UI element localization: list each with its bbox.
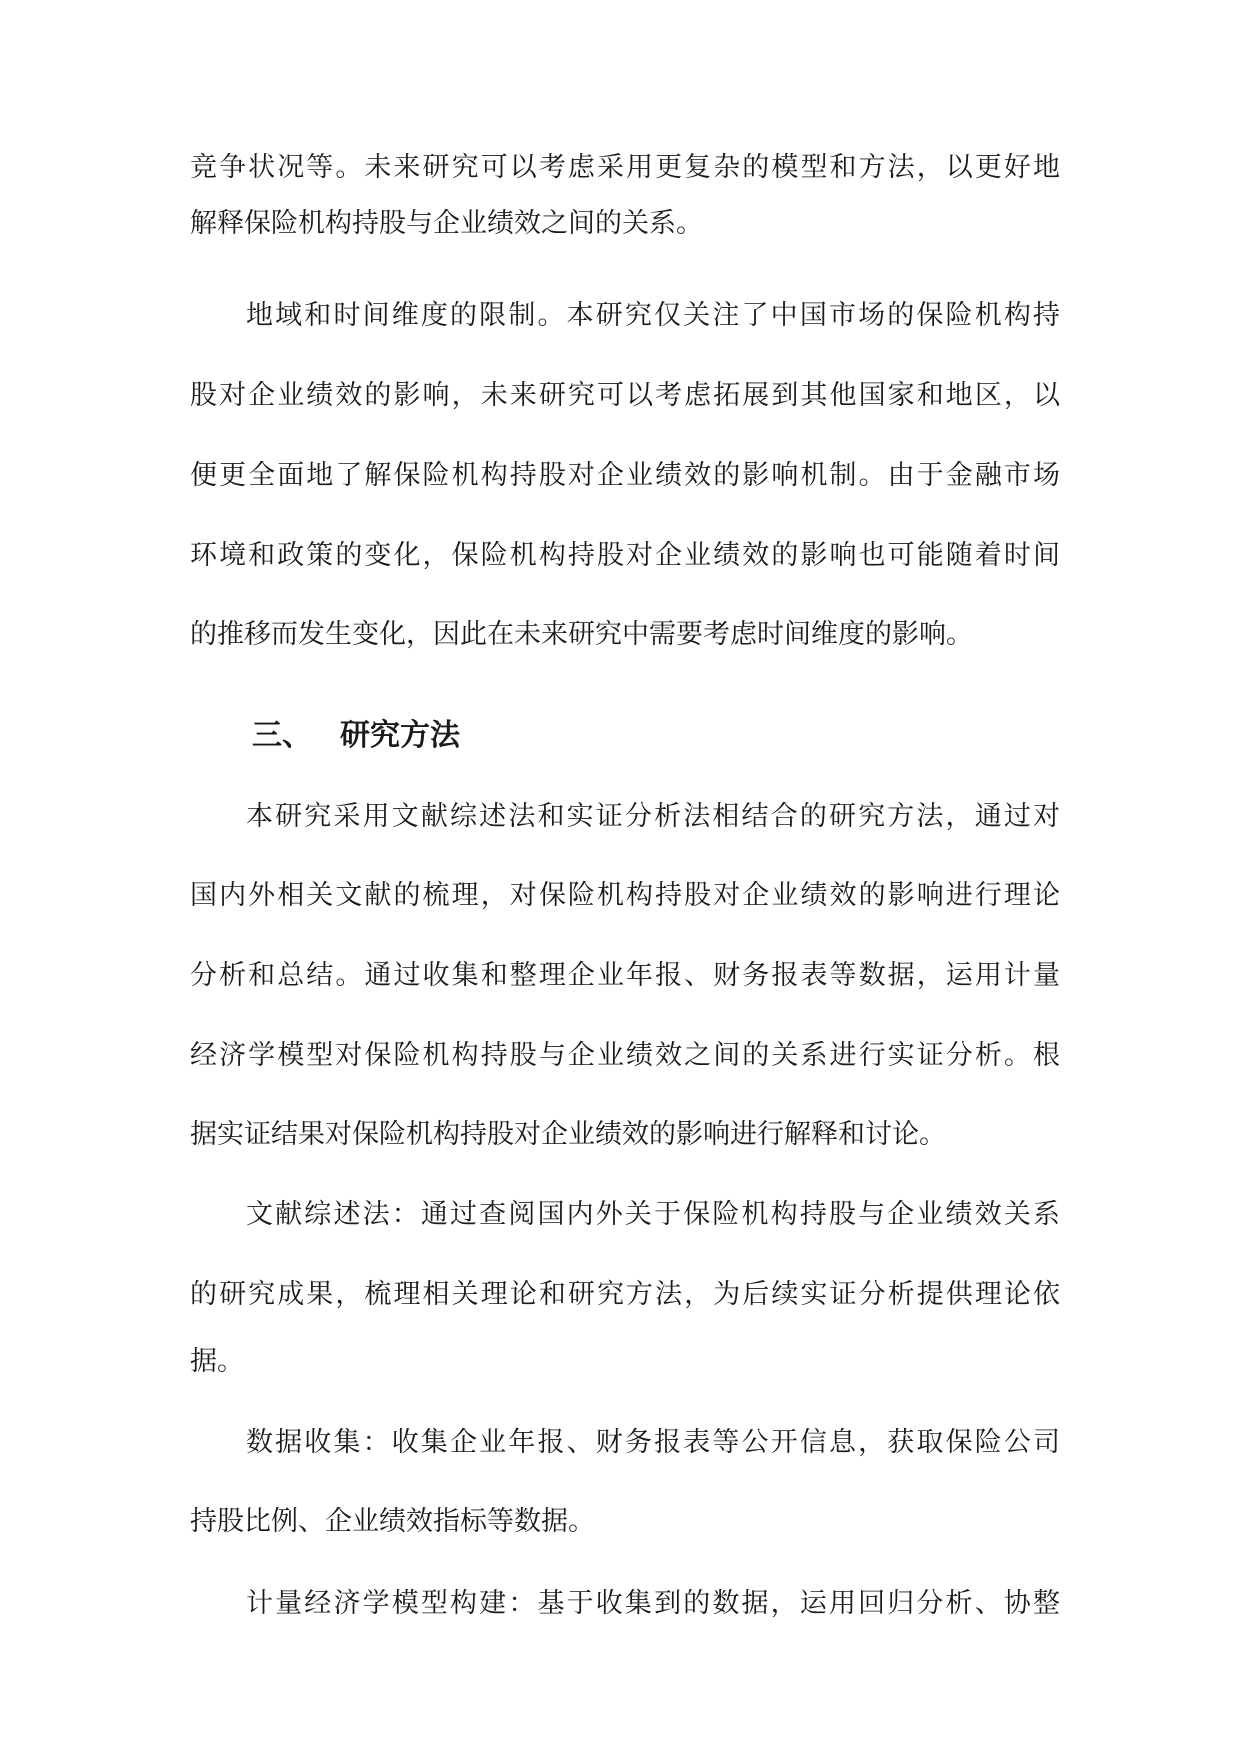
text-line: 的研究成果，梳理相关理论和研究方法，为后续实证分析提供理论依: [190, 1279, 1060, 1310]
section-title: 研究方法: [340, 718, 460, 753]
section-number: 三、: [252, 718, 312, 753]
text-line: 文献综述法：通过查阅国内外关于保险机构持股与企业绩效关系: [246, 1199, 1060, 1230]
text-line: 国内外相关文献的梳理，对保险机构持股对企业绩效的影响进行理论: [190, 880, 1060, 911]
text-line: 计量经济学模型构建：基于收集到的数据，运用回归分析、协整: [246, 1588, 1060, 1619]
text-line: 分析和总结。通过收集和整理企业年报、财务报表等数据，运用计量: [190, 960, 1060, 991]
text-line: 据实证结果对保险机构持股对企业绩效的影响进行解释和讨论。: [190, 1119, 946, 1150]
text-line: 环境和政策的变化，保险机构持股对企业绩效的影响也可能随着时间: [190, 540, 1060, 571]
text-line: 解释保险机构持股与企业绩效之间的关系。: [190, 208, 703, 239]
section-heading: [252, 710, 460, 762]
text-line: 地域和时间维度的限制。本研究仅关注了中国市场的保险机构持: [246, 300, 1060, 331]
text-line: 经济学模型对保险机构持股与企业绩效之间的关系进行实证分析。根: [190, 1040, 1060, 1071]
text-line: 的推移而发生变化，因此在未来研究中需要考虑时间维度的影响。: [190, 619, 973, 650]
text-line: 股对企业绩效的影响，未来研究可以考虑拓展到其他国家和地区，以: [190, 380, 1060, 411]
text-line: 竞争状况等。未来研究可以考虑采用更复杂的模型和方法，以更好地: [190, 152, 1060, 183]
text-line: 数据收集：收集企业年报、财务报表等公开信息，获取保险公司: [246, 1427, 1060, 1458]
text-line: 持股比例、企业绩效指标等数据。: [190, 1506, 595, 1537]
text-line: 据。: [190, 1346, 244, 1377]
text-line: 便更全面地了解保险机构持股对企业绩效的影响机制。由于金融市场: [190, 460, 1060, 491]
text-line: 本研究采用文献综述法和实证分析法相结合的研究方法，通过对: [246, 801, 1060, 832]
